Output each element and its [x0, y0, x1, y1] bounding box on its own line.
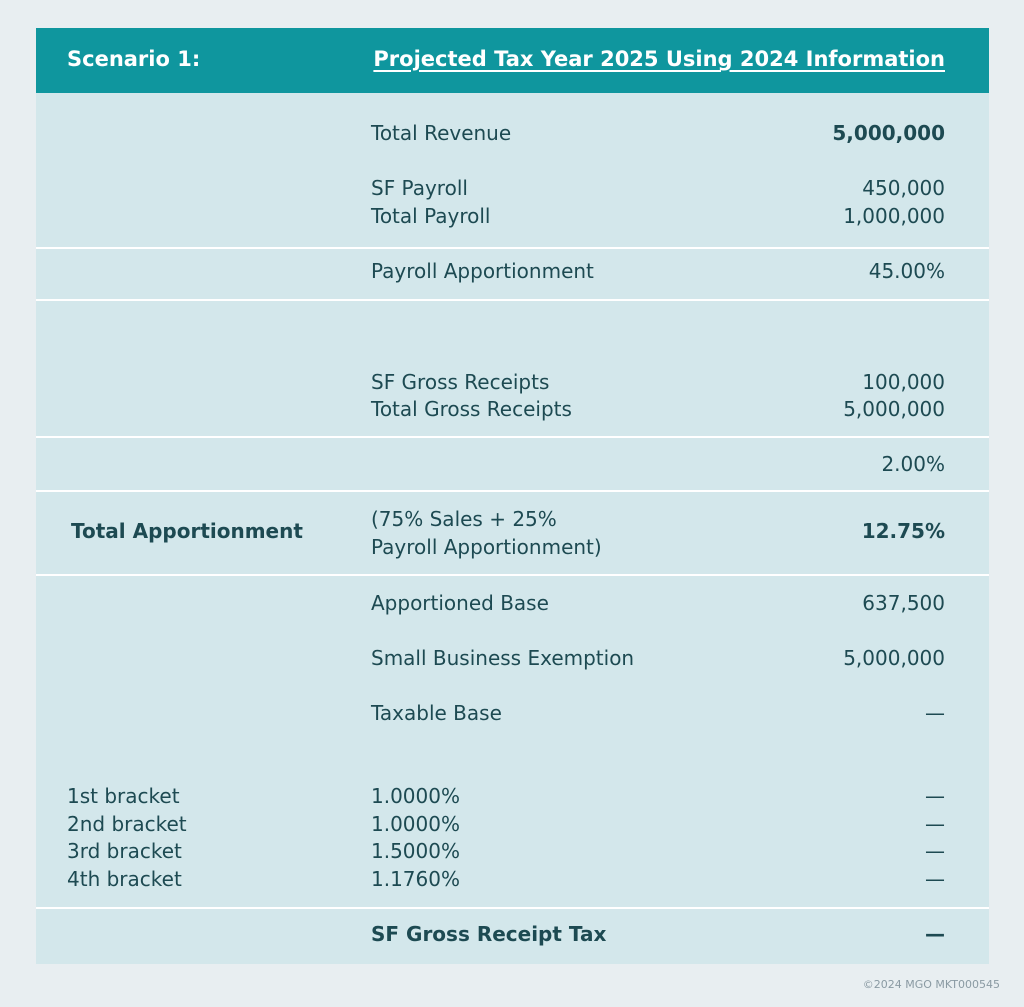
- payroll-apportionment-value: 45.00%: [868, 259, 945, 283]
- divider: [36, 247, 989, 249]
- total-gross-receipts-value: 5,000,000: [843, 397, 945, 421]
- bracket-rate: 1.0000%: [371, 784, 460, 808]
- copyright-footer: ©2024 MGO MKT000545: [862, 978, 1000, 991]
- apportioned-base-label: Apportioned Base: [371, 591, 549, 615]
- total-apportionment-value: 12.75%: [861, 519, 945, 543]
- sf-gross-receipts-value: 100,000: [862, 370, 945, 394]
- small-business-exemption-label: Small Business Exemption: [371, 646, 635, 670]
- small-business-exemption-value: 5,000,000: [843, 646, 945, 670]
- taxable-base-label: Taxable Base: [371, 701, 502, 725]
- bracket-rate: 1.1760%: [371, 867, 460, 891]
- bracket-name: 2nd bracket: [67, 812, 187, 836]
- gross-receipts-apportionment-value: 2.00%: [881, 452, 945, 476]
- bracket-rate: 1.0000%: [371, 812, 460, 836]
- total-revenue-value: 5,000,000: [832, 121, 945, 145]
- apportionment-formula-line2: Payroll Apportionment): [371, 535, 602, 559]
- total-gross-receipts-label: Total Gross Receipts: [371, 397, 572, 421]
- bracket-name: 3rd bracket: [67, 839, 182, 863]
- table-header: [36, 28, 989, 93]
- total-revenue-label: Total Revenue: [371, 121, 512, 145]
- bracket-name: 1st bracket: [67, 784, 180, 808]
- sf-payroll-label: SF Payroll: [371, 176, 468, 200]
- divider: [36, 574, 989, 576]
- taxable-base-value: —: [925, 701, 945, 725]
- divider: [36, 299, 989, 301]
- bracket-value: —: [925, 812, 945, 836]
- sf-gross-receipt-tax-value: —: [925, 922, 945, 946]
- sf-gross-receipt-tax-label: SF Gross Receipt Tax: [371, 922, 607, 946]
- bracket-value: —: [925, 867, 945, 891]
- sf-payroll-value: 450,000: [862, 176, 945, 200]
- tax-table: [36, 28, 989, 964]
- total-apportionment-label: Total Apportionment: [71, 519, 303, 543]
- bracket-rate: 1.5000%: [371, 839, 460, 863]
- total-payroll-label: Total Payroll: [371, 204, 491, 228]
- divider: [36, 436, 989, 438]
- total-payroll-value: 1,000,000: [843, 204, 945, 228]
- bracket-name: 4th bracket: [67, 867, 182, 891]
- apportioned-base-value: 637,500: [862, 591, 945, 615]
- sf-gross-receipts-label: SF Gross Receipts: [371, 370, 550, 394]
- divider: [36, 907, 989, 909]
- divider: [36, 490, 989, 492]
- table-title: Projected Tax Year 2025 Using 2024 Information: [373, 47, 945, 71]
- scenario-label: Scenario 1:: [67, 47, 201, 71]
- payroll-apportionment-label: Payroll Apportionment: [371, 259, 594, 283]
- bracket-value: —: [925, 784, 945, 808]
- apportionment-formula-line1: (75% Sales + 25%: [371, 507, 557, 531]
- bracket-value: —: [925, 839, 945, 863]
